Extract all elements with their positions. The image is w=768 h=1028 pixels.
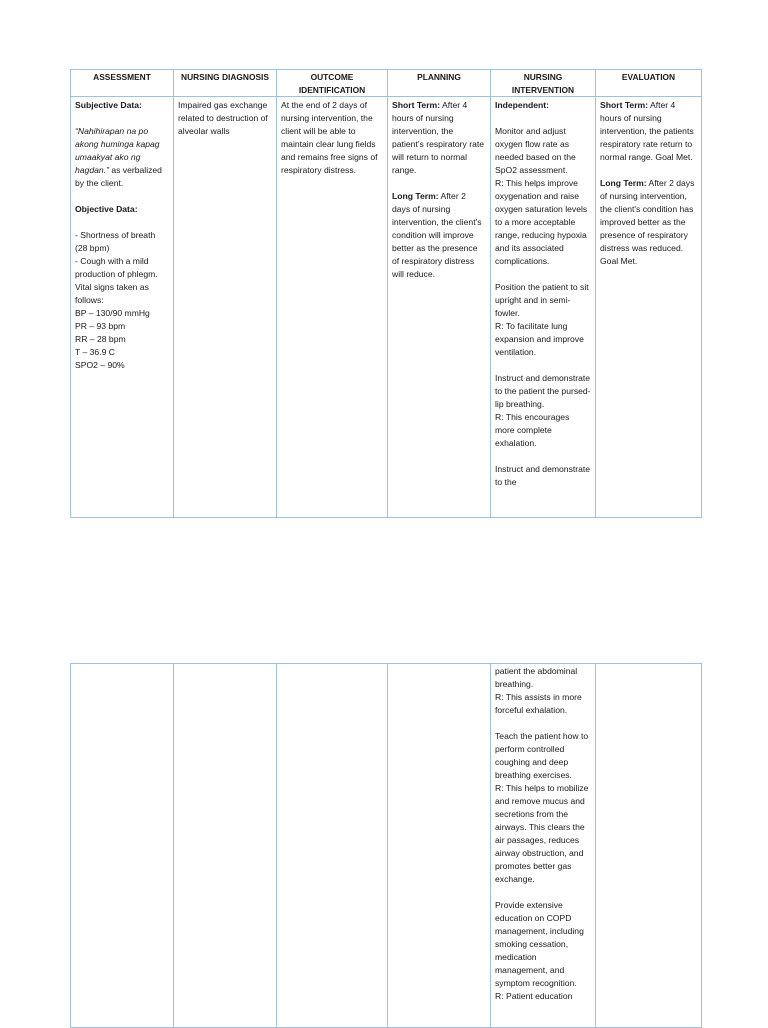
subjective-quote-block [75, 125, 169, 190]
planning-cell-continued [388, 664, 491, 1028]
header-evaluation: EVALUATION [596, 70, 702, 97]
nursing-diagnosis-cell-continued [174, 664, 277, 1028]
objective-data-label: Objective Data: [75, 204, 138, 214]
care-plan-table-page-2 [70, 663, 702, 1028]
evaluation-short-term [600, 99, 697, 164]
header-planning: PLANNING [388, 70, 491, 97]
nursing-diagnosis-cell [174, 97, 277, 518]
evaluation-cell-continued [596, 664, 702, 1028]
evaluation-long-term [600, 177, 697, 268]
independent-label: Independent: [495, 100, 549, 110]
intervention-item: Instruct and demonstrate to the patient the pursed-lip breathing. R: This encourages more complete exhalation. [495, 373, 591, 448]
evaluation-long-term-text: After 2 days of nursing intervention, the client's condition has improved better as the presence of respiratory distress was reduced. Goal Met. [600, 178, 697, 266]
planning-short-term-text: After 4 hours of nursing intervention, the patient’s respiratory rate will return to normal range. [392, 100, 487, 175]
assessment-cell-continued [71, 664, 174, 1028]
intervention-item: Provide extensive education on COPD management, including smoking cessation, medication management, and symptom recognition. R: Patient education [495, 900, 584, 1001]
intervention-list-page-1 [495, 125, 591, 489]
objective-data-list [75, 229, 169, 372]
evaluation-long-term-label: Long Term: [600, 178, 647, 188]
outcome-identification-text: At the end of 2 days of nursing intervention, the client will be able to maintain clear lung fields and remains free signs of respiratory distress. [281, 100, 380, 175]
planning-cell [388, 97, 491, 518]
planning-long-term [392, 190, 486, 281]
outcome-identification-cell-continued [277, 664, 388, 1028]
nursing-diagnosis-text: Impaired gas exchange related to destruction of alveolar walls [178, 100, 271, 136]
client-quote: “Nahihirapan na po akong huminga kapag umaakyat ako ng hagdan.” [75, 126, 162, 175]
objective-data-item: BP – 130/90 mmHg [75, 308, 150, 318]
intervention-item: Monitor and adjust oxygen flow rate as needed based on the SpO2 assessment. R: This helps improve oxygenation and raise oxygen saturation levels to a more acceptable range, reducing hypoxia and its associated complications. [495, 126, 588, 266]
objective-data-item: - Cough with a mild production of phlegm. [75, 256, 158, 279]
evaluation-cell [596, 97, 702, 518]
care-plan-table-page-1 [70, 69, 702, 518]
objective-data-item: PR – 93 bpm [75, 321, 126, 331]
evaluation-short-term-label: Short Term: [600, 100, 649, 110]
header-nursing-intervention: NURSING INTERVENTION [491, 70, 596, 97]
intervention-list-page-2 [495, 665, 591, 1003]
subjective-data-label: Subjective Data: [75, 100, 142, 110]
planning-long-term-text: After 2 days of nursing intervention, the client's condition will improve better as the presence of respiratory distress will reduce. [392, 191, 484, 279]
header-assessment: ASSESSMENT [71, 70, 174, 97]
table-header-row [71, 70, 702, 97]
objective-data-item: RR – 28 bpm [75, 334, 126, 344]
intervention-item: patient the abdominal breathing. R: This assists in more forceful exhalation. [495, 666, 582, 715]
planning-short-term-label: Short Term: [392, 100, 441, 110]
intervention-item: Teach the patient how to perform controlled coughing and deep breathing exercises. R: This helps to mobilize and remove mucus and secretions from the airways. This clears the air passages, reduces airway obstruction, and promotes better gas exchange. [495, 731, 589, 884]
planning-long-term-label: Long Term: [392, 191, 439, 201]
header-nursing-diagnosis: NURSING DIAGNOSIS [174, 70, 277, 97]
header-outcome-identification: OUTCOME IDENTIFICATION [277, 70, 388, 97]
objective-data-item: Vital signs taken as follows: [75, 282, 152, 305]
evaluation-short-term-text: After 4 hours of nursing intervention, the patients respiratory rate return to normal range. Goal Met. [600, 100, 697, 162]
table-continuation-row [71, 664, 702, 1028]
objective-data-item: - Shortness of breath (28 bpm) [75, 230, 158, 253]
intervention-item: Position the patient to sit upright and in semi-fowler. R: To facilitate lung expansion and improve ventilation. [495, 282, 589, 357]
objective-data-item: SPO2 – 90% [75, 360, 125, 370]
nursing-intervention-cell [491, 97, 596, 518]
table-body-row [71, 97, 702, 518]
assessment-cell [71, 97, 174, 518]
outcome-identification-cell [277, 97, 388, 518]
intervention-item: Instruct and demonstrate to the [495, 464, 593, 487]
planning-short-term [392, 99, 486, 177]
quote-attribution: as verbalized by the client. [75, 165, 165, 188]
objective-data-item: T – 36.9 C [75, 347, 115, 357]
nursing-intervention-cell-continued [491, 664, 596, 1028]
